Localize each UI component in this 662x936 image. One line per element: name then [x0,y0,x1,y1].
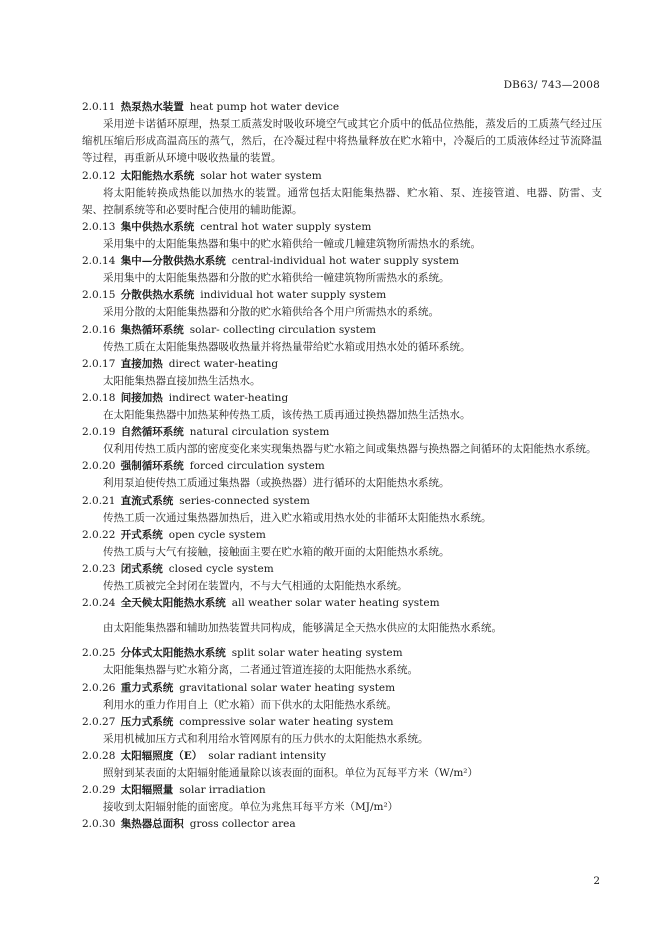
term-entry [82,493,602,527]
term-definition: 太阳能集热器与贮水箱分离，二者通过管道连接的太阳能热水系统。 [103,664,418,677]
term-chinese: 分散供热水系统 [120,289,195,302]
term-definition: 照射到某表面的太阳辐射能通量除以该表面的面积。单位为瓦每平方米（W/m²） [103,767,478,780]
term-heading [82,527,602,544]
term-number: 2.0.26 [82,681,116,694]
term-heading [82,493,602,510]
term-chinese: 集热器总面积 [120,818,184,831]
term-english: gross collector area [189,818,296,831]
term-english: central hot water supply system [200,221,372,234]
term-entry [82,782,602,816]
term-number: 2.0.11 [82,101,116,113]
term-definition: 利用泵迫使传热工质通过集热器（或换热器）进行循环的太阳能热水系统。 [103,477,450,490]
term-english: solar irradiation [179,784,266,797]
term-entry [82,168,602,219]
term-english: solar- collecting circulation system [189,323,377,336]
term-english: individual hot water supply system [200,289,387,302]
term-definition: 传热工质一次通过集热器加热后，进入贮水箱或用热水处的非循环太阳能热水系统。 [103,511,492,524]
term-heading [82,424,602,441]
term-chinese: 集中—分散供热水系统 [120,255,226,268]
term-number: 2.0.18 [82,392,116,405]
term-definition: 仅利用传热工质内部的密度变化来实现集热器与贮水箱之间或集热器与换热器之间循环的太阳能热水系统。 [103,443,597,456]
term-chinese: 全天候太阳能热水系统 [120,597,226,610]
term-number: 2.0.28 [82,750,116,763]
term-definition: 将太阳能转换成热能以加热水的装置。通常包括太阳能集热器、贮水箱、泵、连接管道、电器、防雷、支架、控制系统等和必要时配合使用的辅助能源。 [82,186,602,216]
term-chinese: 分体式太阳能热水系统 [120,647,226,660]
term-english: open cycle system [168,528,266,541]
term-chinese: 强制循环系统 [120,460,184,473]
term-number: 2.0.30 [82,818,116,831]
term-chinese: 直接加热 [120,357,163,370]
term-definition: 采用逆卡诺循环原理，热泵工质蒸发时吸收环境空气或其它介质中的低品位热能，蒸发后的工质蒸气经过压缩机压缩后形成高温高压的蒸气，然后，在冷凝过程中将热量释放在贮水箱中，冷凝后的工质液体经过节流降温等过程，再重新从环境中吸收热量的装置。 [82,118,602,165]
term-definition: 传热工质在太阳能集热器吸收热量并将热量带给贮水箱或用热水处的循环系统。 [103,340,471,353]
term-english: solar radiant intensity [208,750,327,763]
term-heading [82,714,602,731]
term-heading [82,219,602,236]
term-entry [82,816,602,833]
term-number: 2.0.24 [82,597,116,610]
term-heading [82,748,602,765]
term-chinese: 太阳辐照量 [120,784,174,797]
term-number: 2.0.14 [82,255,116,268]
term-english: direct water-heating [168,357,279,370]
term-number: 2.0.15 [82,289,116,302]
term-chinese: 热泵热水装置 [120,101,184,113]
term-number: 2.0.27 [82,715,116,728]
term-chinese: 集中供热水系统 [120,221,195,234]
term-english: all weather solar water heating system [231,597,440,610]
term-definition: 利用水的重力作用自上（贮水箱）而下供水的太阳能热水系统。 [103,698,397,711]
term-chinese: 间接加热 [120,392,163,405]
term-entry [82,561,602,595]
term-number: 2.0.17 [82,357,116,370]
term-heading [82,168,602,185]
term-entry [82,219,602,253]
term-number: 2.0.21 [82,494,116,507]
term-definition: 太阳能集热器直接加热生活热水。 [103,374,261,387]
term-heading [82,680,602,697]
term-definition: 采用集中的太阳能集热器和集中的贮水箱供给一幢或几幢建筑物所需热水的系统。 [103,238,481,251]
term-number: 2.0.12 [82,169,116,182]
term-english: series-connected system [179,494,310,507]
term-number: 2.0.29 [82,784,116,797]
document-code: DB63/ 743—2008 [503,79,600,91]
term-entry [82,390,602,424]
term-definition: 采用集中的太阳能集热器和分散的贮水箱供给一幢建筑物所需热水的系统。 [103,272,450,285]
term-entry [82,253,602,287]
term-chinese: 太阳能热水系统 [120,169,195,182]
term-entry [82,595,602,637]
term-definition: 采用机械加压方式和利用给水管网原有的压力供水的太阳能热水系统。 [103,732,429,745]
term-heading [82,645,602,662]
term-entry [82,322,602,356]
term-chinese: 闭式系统 [120,563,163,576]
term-definition: 传热工质与大气有接触，接触面主要在贮水箱的敞开面的太阳能热水系统。 [103,545,450,558]
term-heading [82,356,602,373]
term-number: 2.0.16 [82,323,116,336]
term-chinese: 压力式系统 [120,715,174,728]
page-number: 2 [593,875,600,887]
term-heading [82,99,602,116]
term-english: natural circulation system [189,426,330,439]
term-entry [82,287,602,321]
term-number: 2.0.25 [82,647,116,660]
term-chinese: 太阳辐照度（E） [120,750,203,763]
term-english: gravitational solar water heating system [179,681,396,694]
term-definition: 接收到太阳辐射能的面密度。单位为兆焦耳每平方米（MJ/m²） [103,801,399,814]
term-english: central-individual hot water supply system [231,255,459,268]
term-heading [82,782,602,799]
term-entry [82,748,602,782]
term-english: forced circulation system [189,460,325,473]
term-number: 2.0.22 [82,528,116,541]
term-definition: 在太阳能集热器中加热某种传热工质，该传热工质再通过换热器加热生活热水。 [103,409,471,422]
term-english: closed cycle system [168,563,274,576]
term-number: 2.0.20 [82,460,116,473]
term-heading [82,458,602,475]
term-english: heat pump hot water device [189,101,340,113]
term-number: 2.0.23 [82,563,116,576]
term-heading [82,816,602,833]
term-chinese: 直流式系统 [120,494,174,507]
term-heading [82,322,602,339]
term-heading [82,390,602,407]
term-entry [82,714,602,748]
term-entry [82,99,602,168]
term-entry [82,527,602,561]
term-number: 2.0.19 [82,426,116,439]
term-entry [82,458,602,492]
term-definition: 由太阳能集热器和辅助加热装置共同构成，能够满足全天热水供应的太阳能热水系统。 [103,622,502,635]
term-heading [82,287,602,304]
term-chinese: 开式系统 [120,528,163,541]
term-entry [82,356,602,390]
terms-list [82,99,602,833]
term-entry [82,645,602,679]
term-number: 2.0.13 [82,221,116,234]
term-entry [82,424,602,458]
term-heading [82,595,602,612]
term-chinese: 自然循环系统 [120,426,184,439]
term-entry [82,680,602,714]
term-heading [82,253,602,270]
term-heading [82,561,602,578]
term-definition: 采用分散的太阳能集热器和分散的贮水箱供给各个用户所需热水的系统。 [103,306,439,319]
term-english: solar hot water system [200,169,322,182]
term-english: split solar water heating system [231,647,403,660]
term-chinese: 集热循环系统 [120,323,184,336]
term-chinese: 重力式系统 [120,681,174,694]
term-english: compressive solar water heating system [179,715,394,728]
term-definition: 传热工质被完全封闭在装置内，不与大气相通的太阳能热水系统。 [103,580,408,593]
term-english: indirect water-heating [168,392,289,405]
